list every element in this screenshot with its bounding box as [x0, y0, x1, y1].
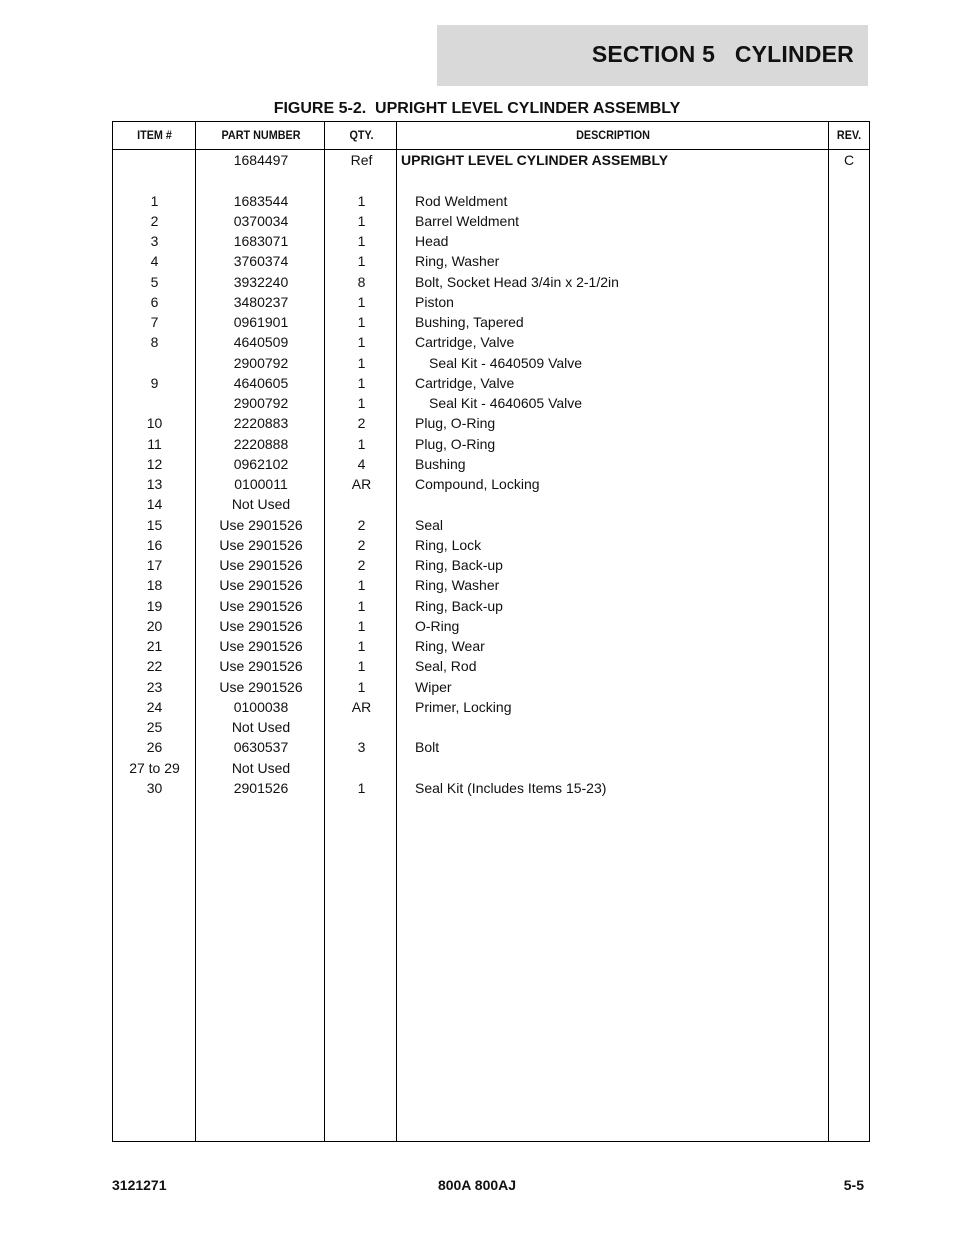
- cell-item-number: 14: [146, 496, 163, 513]
- cell-description: Barrel Weldment: [415, 212, 520, 229]
- cell-part-number: 2220883: [233, 415, 289, 432]
- table-row: [113, 555, 869, 575]
- table-row: [113, 535, 869, 555]
- table-row: [113, 373, 869, 393]
- table-row: [113, 677, 869, 697]
- cell-part-number: Use 2901526: [219, 678, 303, 695]
- cell-part-number: 2901526: [233, 779, 289, 796]
- table-row: [113, 251, 869, 271]
- cell-description: Head: [415, 233, 449, 249]
- cell-description: Bushing: [415, 455, 466, 472]
- cell-qty: 1: [357, 678, 366, 695]
- cell-description: Bolt: [415, 739, 440, 756]
- cell-item-number: 21: [146, 638, 163, 654]
- cell-part-number: 1683544: [233, 192, 289, 209]
- cell-part-number: 0100038: [233, 698, 289, 715]
- cell-item-number: 16: [146, 536, 163, 553]
- cell-part-number: Use 2901526: [219, 658, 303, 675]
- cell-description: Ring, Washer: [415, 577, 500, 594]
- cell-item-number: 20: [146, 617, 163, 634]
- cell-qty: 1: [357, 354, 366, 371]
- cell-qty: 1: [357, 293, 366, 310]
- cell-part-number: 0370034: [233, 212, 289, 229]
- cell-item-number: 9: [150, 374, 159, 391]
- cell-description: Plug, O-Ring: [415, 435, 496, 452]
- table-row: [113, 191, 869, 211]
- footer-model: 800A 800AJ: [437, 1177, 517, 1193]
- cell-item-number: 22: [146, 658, 163, 675]
- cell-part-number: Not Used: [231, 719, 291, 735]
- table-row: [113, 474, 869, 494]
- cell-part-number: Use 2901526: [219, 597, 303, 614]
- cell-item-number: 24: [146, 698, 163, 715]
- cell-description: Cartridge, Valve: [415, 374, 515, 391]
- header-qty: QTY.: [349, 128, 374, 142]
- cell-item-number: 5: [150, 273, 159, 290]
- cell-part-number: Use 2901526: [219, 638, 303, 654]
- table-row: [113, 332, 869, 352]
- cell-qty: 1: [357, 395, 366, 411]
- cell-item-number: 23: [146, 678, 163, 695]
- cell-description: UPRIGHT LEVEL CYLINDER ASSEMBLY: [401, 152, 669, 168]
- cell-qty: AR: [351, 476, 372, 492]
- cell-item-number: 18: [146, 577, 163, 594]
- cell-item-number: 12: [146, 455, 163, 472]
- cell-part-number: Use 2901526: [219, 536, 303, 553]
- header-part-number: PART NUMBER: [221, 128, 301, 142]
- cell-item-number: 7: [150, 314, 159, 330]
- table-row: [113, 150, 869, 170]
- cell-part-number: Use 2901526: [219, 577, 303, 594]
- parts-table: [112, 121, 870, 1142]
- cell-part-number: Use 2901526: [219, 516, 303, 533]
- cell-description: Cartridge, Valve: [415, 334, 515, 351]
- cell-qty: 1: [357, 374, 366, 391]
- section-title: SECTION 5 CYLINDER: [591, 41, 854, 67]
- cell-description: Wiper: [415, 678, 452, 695]
- cell-item-number: 2: [150, 212, 159, 229]
- table-row: [113, 717, 869, 737]
- cell-part-number: 0100011: [234, 476, 288, 492]
- table-row: [113, 778, 869, 798]
- cell-part-number: 0961901: [233, 314, 289, 330]
- cell-part-number: 2220888: [233, 435, 289, 452]
- cell-part-number: 1684497: [233, 152, 289, 168]
- cell-part-number: Use 2901526: [219, 617, 303, 634]
- cell-qty: 1: [357, 435, 366, 452]
- cell-qty: 4: [357, 455, 366, 472]
- table-row: [113, 494, 869, 514]
- cell-qty: 3: [357, 739, 366, 756]
- table-row: [113, 353, 869, 373]
- table-row: [113, 292, 869, 312]
- cell-qty: 2: [357, 415, 366, 432]
- cell-description: Seal Kit - 4640509 Valve: [429, 354, 583, 371]
- cell-qty: 1: [357, 617, 366, 634]
- table-row: [113, 596, 869, 616]
- cell-qty: 1: [357, 314, 366, 330]
- cell-item-number: 1: [150, 192, 159, 209]
- cell-qty: Ref: [350, 152, 373, 168]
- cell-item-number: 13: [146, 476, 163, 492]
- table-row: [113, 170, 869, 190]
- table-row: [113, 697, 869, 717]
- cell-item-number: 10: [146, 415, 163, 432]
- cell-part-number: Not Used: [231, 496, 291, 513]
- footer-doc-number: 3121271: [112, 1177, 167, 1193]
- cell-qty: 1: [357, 638, 366, 654]
- cell-qty: 1: [357, 212, 366, 229]
- cell-qty: 1: [357, 233, 366, 249]
- table-row: [113, 758, 869, 778]
- cell-description: Plug, O-Ring: [415, 415, 496, 432]
- cell-description: Ring, Washer: [415, 253, 500, 270]
- header-item: ITEM #: [137, 128, 172, 142]
- cell-part-number: 0962102: [233, 455, 289, 472]
- header-rev: REV.: [836, 128, 862, 142]
- cell-description: Primer, Locking: [415, 698, 512, 715]
- table-row: [113, 312, 869, 332]
- cell-item-number: 19: [146, 597, 163, 614]
- cell-qty: 8: [357, 273, 366, 290]
- cell-description: Seal Kit (Includes Items 15-23): [415, 779, 607, 796]
- table-row: [113, 636, 869, 656]
- cell-qty: 1: [357, 779, 366, 796]
- cell-description: Ring, Back-up: [415, 597, 503, 614]
- cell-part-number: 2900792: [233, 395, 289, 411]
- cell-part-number: 3480237: [233, 293, 289, 310]
- section-banner: [437, 25, 868, 86]
- table-row: [113, 231, 869, 251]
- cell-item-number: 3: [150, 233, 159, 249]
- table-row: [113, 515, 869, 535]
- cell-qty: 1: [357, 334, 366, 351]
- cell-part-number: 2900792: [233, 354, 289, 371]
- cell-description: Ring, Wear: [415, 638, 485, 654]
- cell-qty: 2: [357, 516, 366, 533]
- table-row: [113, 737, 869, 757]
- cell-item-number: 8: [150, 334, 159, 351]
- cell-description: Piston: [415, 293, 454, 310]
- table-row: [113, 393, 869, 413]
- table-row: [113, 656, 869, 676]
- table-row: [113, 413, 869, 433]
- cell-description: Seal Kit - 4640605 Valve: [429, 395, 583, 411]
- table-row: [113, 454, 869, 474]
- cell-qty: 1: [357, 658, 366, 675]
- cell-item-number: 15: [146, 516, 163, 533]
- cell-description: Ring, Lock: [415, 536, 482, 553]
- cell-qty: 2: [357, 557, 366, 573]
- table-header: [113, 122, 869, 150]
- cell-part-number: 4640509: [233, 334, 289, 351]
- cell-item-number: 11: [147, 435, 162, 452]
- cell-description: Ring, Back-up: [415, 557, 503, 573]
- cell-qty: 2: [357, 536, 366, 553]
- cell-qty: 1: [357, 597, 366, 614]
- table-row: [113, 272, 869, 292]
- cell-part-number: 1683071: [233, 233, 289, 249]
- table-row: [113, 575, 869, 595]
- header-description: DESCRIPTION: [576, 128, 650, 142]
- cell-item-number: 30: [146, 779, 163, 796]
- table-row: [113, 211, 869, 231]
- cell-qty: 1: [357, 577, 366, 594]
- cell-description: Bushing, Tapered: [415, 314, 524, 330]
- cell-item-number: 17: [146, 557, 163, 573]
- cell-description: Bolt, Socket Head 3/4in x 2-1/2in: [415, 273, 619, 290]
- cell-description: Rod Weldment: [415, 192, 508, 209]
- cell-part-number: 0630537: [233, 739, 289, 756]
- cell-part-number: Not Used: [231, 759, 291, 776]
- cell-description: Seal: [415, 516, 444, 533]
- cell-description: O-Ring: [415, 617, 460, 634]
- cell-part-number: 3760374: [233, 253, 289, 270]
- cell-part-number: Use 2901526: [219, 557, 303, 573]
- footer-page-number: 5-5: [843, 1177, 864, 1193]
- cell-qty: 1: [357, 253, 366, 270]
- cell-qty: 1: [357, 192, 366, 209]
- table-row: [113, 434, 869, 454]
- cell-item-number: 6: [150, 293, 159, 310]
- cell-part-number: 4640605: [233, 374, 289, 391]
- figure-title: FIGURE 5-2. UPRIGHT LEVEL CYLINDER ASSEMBLY: [273, 100, 681, 117]
- cell-item-number: 4: [150, 253, 159, 270]
- cell-description: Seal, Rod: [415, 658, 477, 675]
- cell-item-number: 27 to 29: [129, 759, 180, 776]
- table-row: [113, 616, 869, 636]
- cell-description: Compound, Locking: [415, 476, 540, 492]
- cell-part-number: 3932240: [233, 273, 289, 290]
- cell-item-number: 25: [146, 719, 163, 735]
- cell-qty: AR: [351, 698, 372, 715]
- cell-rev: C: [843, 152, 855, 168]
- cell-item-number: 26: [146, 739, 163, 756]
